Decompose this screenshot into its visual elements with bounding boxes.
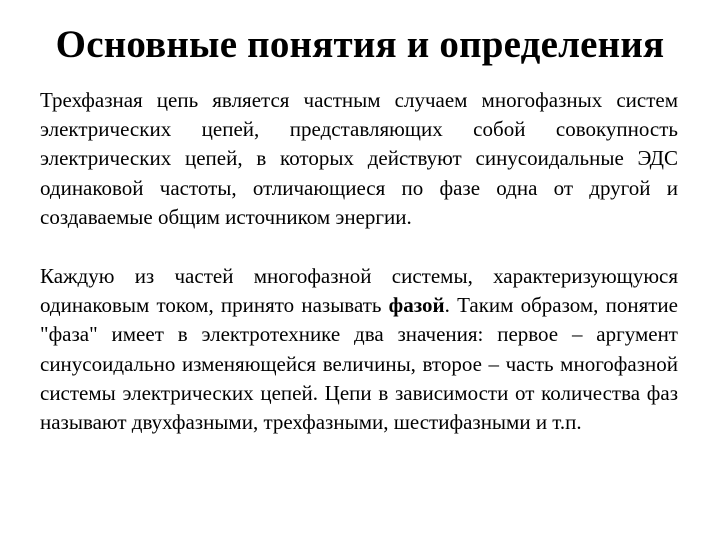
paragraph-phase — [40, 262, 678, 437]
paragraph-phase-end: . Таким образом, понятие "фаза" имеет в электротехнике два значения: первое – аргумент синусоидально изменяющейся величины, второе – часть многофазной системы электрических цепей. Цепи в зависимости от количества фаз называют двухфазными, трехфазными, шестифазными и т.п. — [40, 293, 678, 435]
slide-title: Основные понятия и определения — [55, 23, 665, 66]
slide-body — [40, 86, 678, 437]
paragraph-phase-start: Каждую из частей многофазной системы, характеризующуюся одинаковым током, принято называть — [40, 264, 678, 318]
term-phase: фазой — [388, 293, 445, 318]
paragraph-definition: Трехфазная цепь является частным случаем многофазных систем электрических цепей, представляющих собой совокупность электрических цепей, в которых действуют синусоидальные ЭДС одинаковой частоты, отличающиеся по фазе одна от другой и создаваемые общим источником энергии. — [40, 88, 678, 229]
